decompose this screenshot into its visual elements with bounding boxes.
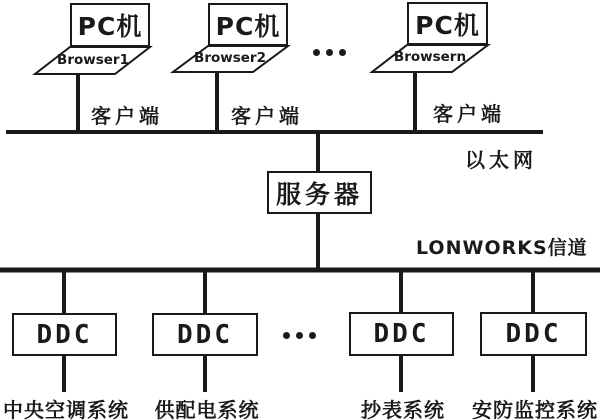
client-label-3: 客户端 bbox=[433, 102, 505, 126]
ethernet-label: 以太网 bbox=[465, 148, 537, 172]
system-label-1: 中央空调系统 bbox=[3, 398, 129, 420]
pc-node-2: PC机 bbox=[208, 3, 288, 46]
system-label-3: 抄表系统 bbox=[361, 398, 445, 420]
client-label-1: 客户端 bbox=[91, 104, 163, 128]
system-label-2: 供配电系统 bbox=[154, 398, 260, 420]
system-label-4: 安防监控系统 bbox=[472, 398, 598, 420]
pc-node-1: PC机 bbox=[70, 3, 150, 47]
pc-node-3: PC机 bbox=[407, 2, 488, 45]
ddc-node-3: DDC bbox=[349, 312, 454, 356]
browser-label-3: Browsern bbox=[393, 49, 467, 65]
server-node: 服务器 bbox=[267, 171, 372, 214]
lonworks-label: LONWORKS信道 bbox=[416, 237, 588, 259]
ddc-ellipsis-icon bbox=[283, 332, 316, 339]
ddc-node-2: DDC bbox=[152, 313, 258, 356]
browser-label-1: Browser1 bbox=[57, 52, 129, 68]
ddc-node-1: DDC bbox=[12, 313, 117, 356]
pc-ellipsis-icon bbox=[313, 49, 346, 56]
ddc-node-4: DDC bbox=[480, 312, 587, 356]
client-label-2: 客户端 bbox=[231, 104, 303, 128]
browser-label-2: Browser2 bbox=[194, 50, 266, 66]
